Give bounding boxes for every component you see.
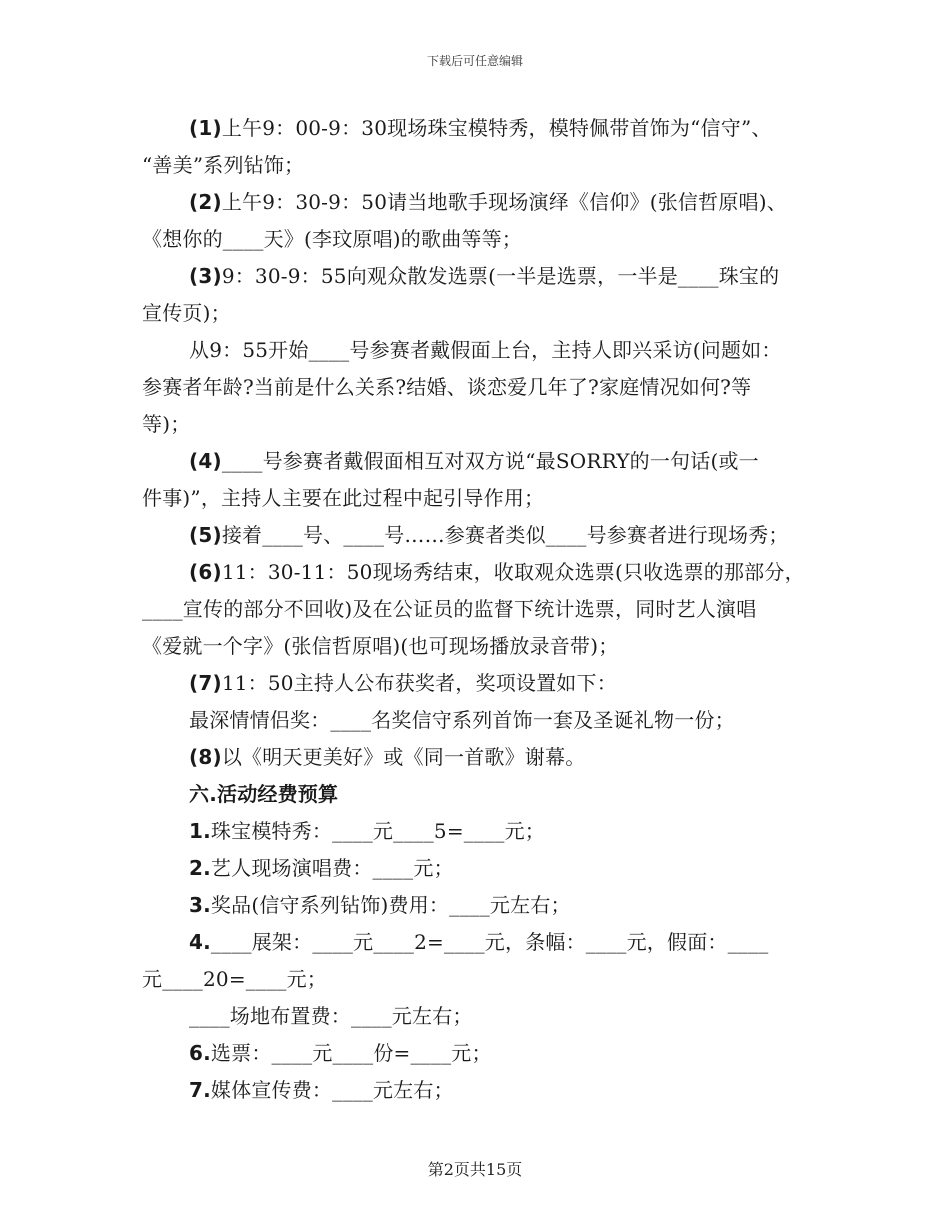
- text-line: [142, 406, 817, 443]
- page-header: 下载后可任意编辑: [426, 54, 523, 68]
- line-text: 等)；: [142, 412, 191, 436]
- text-line: [142, 887, 817, 924]
- line-text: 元____20=____元；: [142, 967, 328, 991]
- item-number: (1): [189, 116, 222, 140]
- text-line: [142, 665, 817, 702]
- line-text: 接着____号、____号……参赛者类似____号参赛者进行现场秀；: [221, 523, 789, 547]
- text-line: [142, 628, 817, 665]
- item-number: 4.: [189, 930, 211, 954]
- line-text: 选票：____元____份=____元；: [210, 1041, 492, 1065]
- text-line: [142, 554, 817, 591]
- line-text: 《爱就一个字》(张信哲原唱)(也可现场播放录音带)；: [142, 634, 619, 658]
- text-line: [142, 813, 817, 850]
- line-text: 《想你的____天》(李玟原唱)的歌曲等等；: [142, 227, 523, 251]
- item-number: (5): [189, 523, 222, 547]
- line-text: ____宣传的部分不回收)及在公证员的监督下统计选票，同时艺人演唱: [142, 597, 757, 621]
- text-line: [142, 1035, 817, 1072]
- text-line: [142, 517, 817, 554]
- text-line: [142, 443, 817, 480]
- item-number: 7.: [189, 1078, 211, 1102]
- text-line: [142, 110, 817, 147]
- item-number: (2): [189, 190, 222, 214]
- line-text: 珠宝模特秀：____元____5=____元；: [210, 819, 546, 843]
- text-line: [142, 739, 817, 776]
- line-text: 宣传页)；: [142, 301, 231, 325]
- text-line: [142, 850, 817, 887]
- text-line: [142, 184, 817, 221]
- text-line: [142, 702, 817, 739]
- line-text: 最深情情侣奖：____名奖信守系列首饰一套及圣诞礼物一份；: [189, 708, 735, 732]
- text-line: [142, 332, 817, 369]
- text-line: [142, 295, 817, 332]
- text-line: [142, 147, 817, 184]
- document-body: [142, 110, 817, 1109]
- text-line: [142, 998, 817, 1035]
- line-text: 上午9：00-9：30现场珠宝模特秀，模特佩带首饰为“信守”、: [221, 116, 772, 140]
- item-number: (7): [189, 671, 222, 695]
- line-text: 艺人现场演唱费：____元；: [210, 856, 454, 880]
- line-text: ____场地布置费：____元左右；: [189, 1004, 473, 1028]
- line-text: 件事)”，主持人主要在此过程中起引导作用；: [142, 486, 545, 510]
- line-text: 9：30-9：55向观众散发选票(一半是选票，一半是____珠宝的: [221, 264, 780, 288]
- line-text: 从9：55开始____号参赛者戴假面上台，主持人即兴采访(问题如：: [189, 338, 782, 362]
- text-line: [142, 1072, 817, 1109]
- text-line: [142, 369, 817, 406]
- page-number: 第2页共15页: [427, 1160, 523, 1179]
- text-line: [142, 480, 817, 517]
- text-line: [142, 221, 817, 258]
- text-line: [142, 591, 817, 628]
- item-number: (3): [189, 264, 222, 288]
- line-text: 11：30-11：50现场秀结束，收取观众选票(只收选票的那部分，: [221, 560, 805, 584]
- item-number: (4): [189, 449, 222, 473]
- line-text: 奖品(信守系列钻饰)费用：____元左右；: [210, 893, 571, 917]
- item-number: 6.: [189, 1041, 211, 1065]
- item-number: 3.: [189, 893, 211, 917]
- item-number: (8): [189, 745, 222, 769]
- text-line: [142, 961, 817, 998]
- line-text: ____号参赛者戴假面相互对双方说“最SORRY的一句话(或一: [221, 449, 759, 473]
- item-number: 2.: [189, 856, 211, 880]
- line-text: 11：50主持人公布获奖者，奖项设置如下：: [221, 671, 617, 695]
- line-text: “善美”系列钻饰；: [142, 153, 305, 177]
- line-text: 以《明天更美好》或《同一首歌》谢幕。: [221, 745, 586, 769]
- text-line: [142, 924, 817, 961]
- item-number: (6): [189, 560, 222, 584]
- line-text: ____展架：____元____2=____元，条幅：____元，假面：____: [210, 930, 769, 954]
- line-text: 参赛者年龄?当前是什么关系?结婚、谈恋爱几年了?家庭情况如何?等: [142, 375, 752, 399]
- line-text: 六.活动经费预算: [189, 782, 339, 806]
- line-text: 上午9：30-9：50请当地歌手现场演绎《信仰》(张信哲原唱)、: [221, 190, 787, 214]
- section-heading: [142, 776, 817, 813]
- item-number: 1.: [189, 819, 211, 843]
- line-text: 媒体宣传费：____元左右；: [210, 1078, 454, 1102]
- text-line: [142, 258, 817, 295]
